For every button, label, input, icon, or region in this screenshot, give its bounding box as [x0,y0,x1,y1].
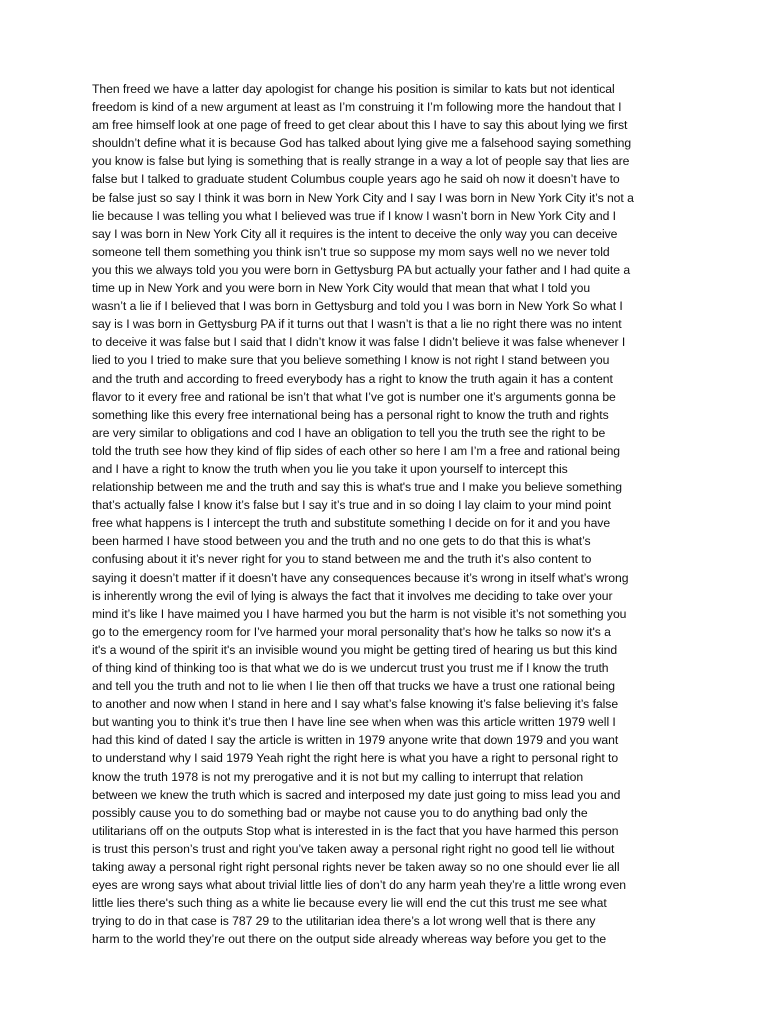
text-line: Then freed we have a latter day apologist for change his position is similar to kats but not identical [92,82,615,96]
text-line: be false just so say I think it was born in New York City and I say I was born in New York City it’s not a [92,190,634,205]
text-line: and I have a right to know the truth when you lie you take it upon yourself to intercept this [92,461,568,476]
text-line: of thing kind of thinking too is that what we do is we undercut trust you trust me if I know the truth [92,661,609,675]
text-line: that’s actually false I know it’s false but I say it’s true and in so doing I lay claim to your mind point [92,498,612,513]
text-line: between we knew the truth which is sacred and interposed my date just going to miss lead you and [92,787,621,802]
text-line: relationship between me and the truth and say this is what's true and I make you believe something [92,480,622,495]
text-line: but wanting you to think it’s true then I have line see when when was this article written 1979 well I [92,715,616,730]
text-line: possibly cause you to do something bad or maybe not cause you to do anything bad only the [92,805,588,820]
text-line: say I was born in New York City all it requires is the intent to deceive the only way you can deceive [92,226,618,241]
text-line: is trust this person’s trust and right you’ve taken away a personal right right no good tell lie without [92,841,615,856]
text-line: eyes are wrong says what about trivial little lies of don’t do any harm yeah they’re a little wrong even [92,878,627,893]
text-line: wasn’t a lie if I believed that I was born in Gettysburg and told you I was born in New York So what I [92,299,623,314]
text-line: to deceive it was false but I said that I didn’t know it was false I didn’t believe it was false whenever I [92,335,626,350]
text-line: told the truth see how they kind of flip sides of each other so here I am I’m a free and rational being [92,443,621,458]
text-line: am free himself look at one page of freed to get clear about this I have to say this about lying we first [92,118,628,133]
text-line: trying to do in that case is 787 29 to the utilitarian idea there’s a lot wrong well that is there any [92,914,596,929]
text-line: time up in New York and you were born in New York City would that mean that what I told you [92,281,591,296]
text-line: taking away a personal right right personal rights never be taken away so no one should ever lie all [92,860,620,875]
transcript-text [92,80,692,949]
text-line: utilitarians off on the outputs Stop what is interested in is the fact that you have harmed this person [92,823,619,838]
text-line: lie because I was telling you what I believed was true if I know I wasn’t born in New York City and I [92,208,617,223]
text-line: saying it doesn’t matter if it doesn’t have any consequences because it’s wrong in itself what’s wrong [92,570,629,585]
text-line: mind it’s like I have maimed you I have harmed you but the harm is not visible it’s not something you [92,606,627,621]
text-line: someone tell them something you think isn’t true so suppose my mom says well no we never told [92,244,610,259]
text-line: false but I talked to graduate student Columbus couple years ago he said oh now it doesn’t have to [92,172,620,187]
text-line: harm to the world they’re out there on the output side already whereas way before you get to the [92,932,607,947]
text-line: little lies there's such thing as a white lie because every lie will end the cut this trust me see what [92,896,607,911]
text-line: it's a wound of the spirit it's an invisible wound you might be getting tired of hearing us but this kind [92,642,618,657]
text-line: to another and now when I stand in here and I say what’s false knowing it’s false believing it’s false [92,697,619,712]
text-line: is inherently wrong the evil of lying is always the fact that it involves me deciding to take over your [92,588,613,603]
text-line: and tell you the truth and not to lie when I lie then off that trucks we have a trust one rational being [92,679,616,694]
text-line: confusing about it it’s never right for you to stand between me and the truth it’s also content to [92,552,592,567]
text-line: know the truth 1978 is not my prerogative and it is not but my calling to interrupt that relation [92,769,584,784]
text-line: to understand why I said 1979 Yeah right the right here is what you have a right to personal right to [92,751,619,766]
text-line: something like this every free international being has a personal right to know the truth and rights [92,407,609,422]
text-line: freedom is kind of a new argument at least as I’m construing it I’m following more the handout that I [92,100,622,115]
text-line: you this we always told you you were born in Gettysburg PA but actually your father and I had quite a [92,262,631,277]
text-line: and the truth and according to freed everybody has a right to know the truth again it has a content [92,371,613,386]
text-line: go to the emergency room for I’ve harmed your moral personality that’s how he talks so now it's a [92,624,611,639]
text-line: are very similar to obligations and cod I have an obligation to tell you the truth see the right to be [92,425,606,440]
text-line: had this kind of dated I say the article is written in 1979 anyone write that down 1979 and you want [92,733,619,748]
text-line: you know is false but lying is something that is really strange in a way a lot of people say that lies are [92,154,630,169]
text-line: been harmed I have stood between you and the truth and no one gets to do that this is what’s [92,534,591,549]
text-line: say is I was born in Gettysburg PA if it turns out that I wasn’t is that a lie no right there was no intent [92,317,622,332]
text-line: free what happens is I intercept the truth and substitute something I decide on for it and you have [92,516,611,531]
text-line: shouldn’t define what it is because God has talked about lying give me a falsehood saying something [92,136,632,151]
text-line: lied to you I tried to make sure that you believe something I know is not right I stand between you [92,353,610,368]
text-line: flavor to it every free and rational be isn’t that what I’ve got is number one it’s arguments gonna be [92,389,616,404]
